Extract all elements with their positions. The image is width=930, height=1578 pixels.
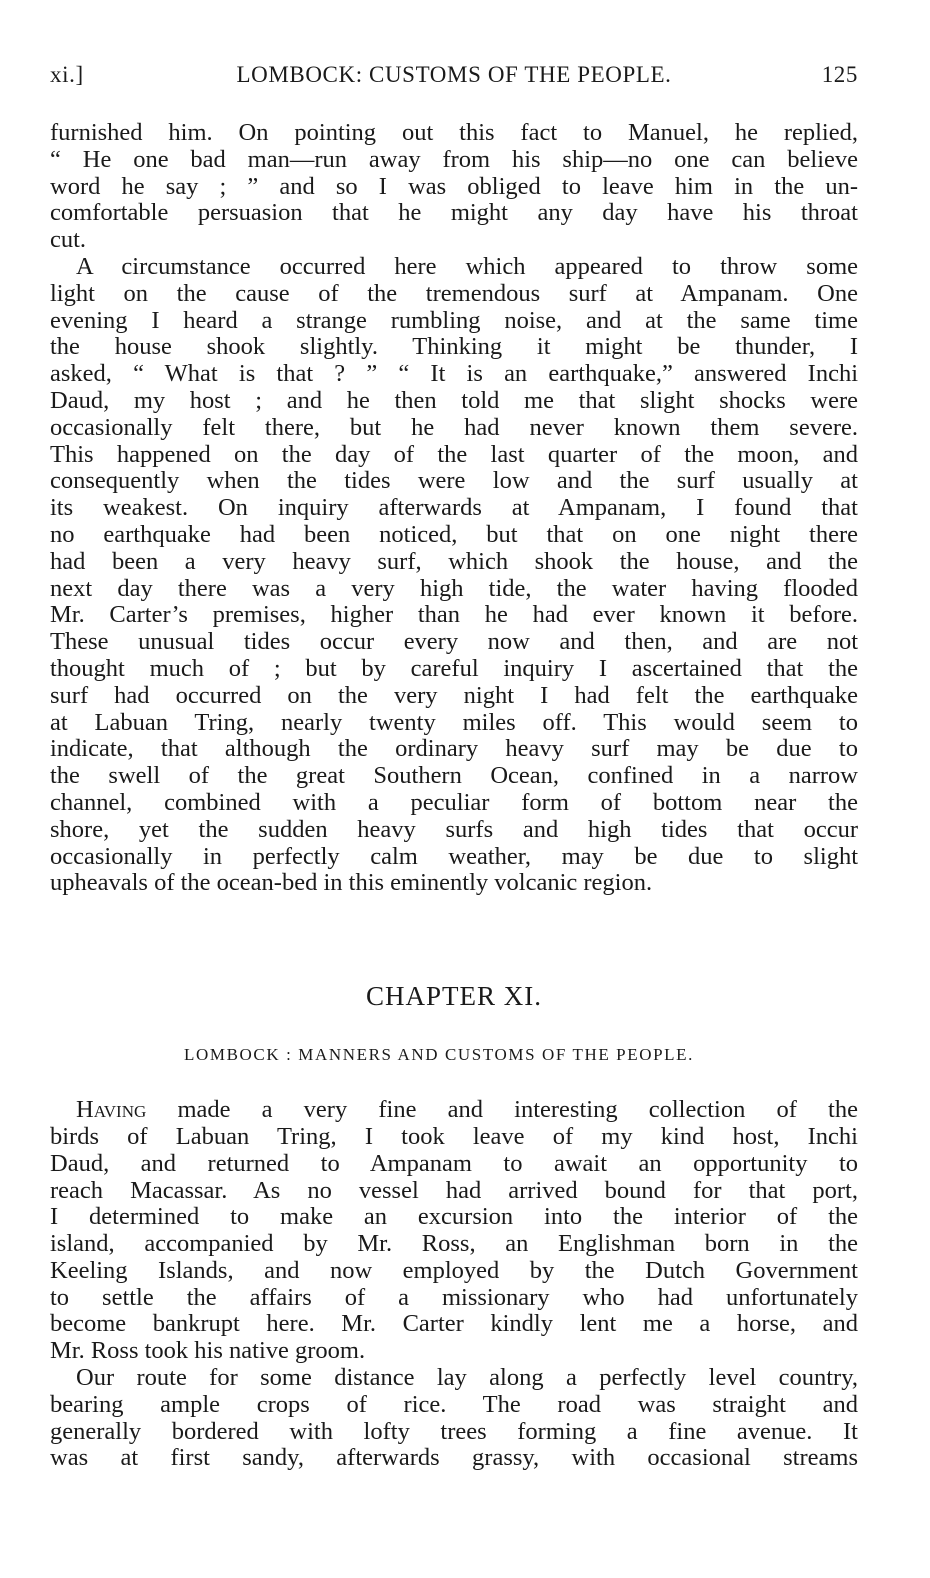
text-line: next day there was a very high tide, the water having flooded: [50, 574, 858, 602]
running-head: [50, 62, 858, 96]
text-line: comfortable persuasion that he might any day have his throat: [50, 199, 858, 227]
text-line: channel, combined with a peculiar form of bottom near the: [50, 788, 858, 816]
text-line: island, accompanied by Mr. Ross, an Englishman born in the: [50, 1230, 858, 1258]
paragraph-1: [50, 120, 858, 254]
text-line: furnished him. On pointing out this fact to Manuel, he replied,: [50, 119, 858, 146]
chapter-marker: xi.]: [50, 62, 84, 87]
text-line: Mr. Ross took his native groom.: [50, 1337, 366, 1365]
drop-lead-word: Having: [76, 1096, 147, 1124]
chapter-title: CHAPTER XI.: [365, 981, 542, 1012]
text-line-rest: made a very fine and interesting collection of the: [146, 1096, 858, 1124]
text-line: birds of Labuan Tring, I took leave of my kind host, Inchi: [50, 1122, 858, 1150]
text-line: These unusual tides occur every now and then, and are not: [50, 628, 858, 656]
text-line: bearing ample crops of rice. The road was straight and: [50, 1390, 858, 1418]
text-line: Daud, and returned to Ampanam to await an opportunity to: [50, 1149, 858, 1177]
text-line: indicate, that although the ordinary heavy surf may be due to: [50, 735, 858, 763]
text-line: word he say ; ” and so I was obliged to leave him in the un-: [50, 172, 858, 200]
text-line: consequently when the tides were low and the surf usually at: [50, 467, 858, 495]
text-line: Mr. Carter’s premises, higher than he had ever known it before.: [50, 601, 858, 629]
text-line: the house shook slightly. Thinking it might be thunder, I: [50, 333, 858, 361]
text-line: occasionally in perfectly calm weather, may be due to slight: [50, 842, 858, 870]
text-line: This happened on the day of the last quarter of the moon, and: [50, 440, 858, 468]
text-line: was at first sandy, afterwards grassy, with occasional streams: [50, 1444, 858, 1472]
text-line: Our route for some distance lay along a perfectly level country,: [76, 1364, 858, 1392]
text-line: to settle the affairs of a missionary who had unfortunately: [50, 1283, 858, 1311]
paragraph-4: [50, 1365, 858, 1472]
text-line: evening I heard a strange rumbling noise, and at the same time: [50, 306, 858, 334]
text-line: the swell of the great Southern Ocean, confined in a narrow: [50, 762, 858, 790]
text-line: at Labuan Tring, nearly twenty miles off. This would seem to: [50, 708, 858, 736]
text-line: thought much of ; but by careful inquiry I ascertained that the: [50, 654, 858, 682]
text-line: cut.: [50, 226, 87, 254]
text-line: I determined to make an excursion into the interior of the: [50, 1203, 858, 1231]
text-line: Keeling Islands, and now employed by the Dutch Government: [50, 1256, 858, 1284]
text-line: upheavals of the ocean-bed in this eminently volcanic region.: [50, 869, 653, 897]
text-line: surf had occurred on the very night I had felt the earthquake: [50, 681, 858, 709]
running-title: LOMBOCK: CUSTOMS OF THE PEOPLE.: [236, 62, 672, 87]
text-line: generally bordered with lofty trees forming a fine avenue. It: [50, 1417, 858, 1445]
text-line: its weakest. On inquiry afterwards at Ampanam, I found that: [50, 494, 858, 522]
paragraph-2: [50, 254, 858, 897]
text-line: had been a very heavy surf, which shook the house, and the: [50, 547, 858, 575]
text-line: Daud, my host ; and he then told me that slight shocks were: [50, 386, 858, 414]
text-line: A circumstance occurred here which appeared to throw some: [76, 252, 858, 280]
chapter-subtitle: LOMBOCK : MANNERS AND CUSTOMS OF THE PEOPLE.: [184, 1045, 694, 1065]
text-line: light on the cause of the tremendous surf at Ampanam. One: [50, 279, 858, 307]
page-number: 125: [821, 62, 858, 87]
text-line: shore, yet the sudden heavy surfs and high tides that occur: [50, 815, 858, 843]
text-line: [50, 1097, 858, 1124]
text-line: asked, “ What is that ? ” “ It is an earthquake,” answered Inchi: [50, 360, 858, 388]
text-line: become bankrupt here. Mr. Carter kindly lent me a horse, and: [50, 1310, 858, 1338]
paragraph-3: [50, 1097, 858, 1365]
text-line: reach Macassar. As no vessel had arrived bound for that port,: [50, 1176, 858, 1204]
text-line: “ He one bad man—run away from his ship—no one can believe: [50, 145, 858, 173]
book-page: [50, 62, 858, 1472]
text-line: occasionally felt there, but he had never known them severe.: [50, 413, 858, 441]
text-line: no earthquake had been noticed, but that on one night there: [50, 520, 858, 548]
